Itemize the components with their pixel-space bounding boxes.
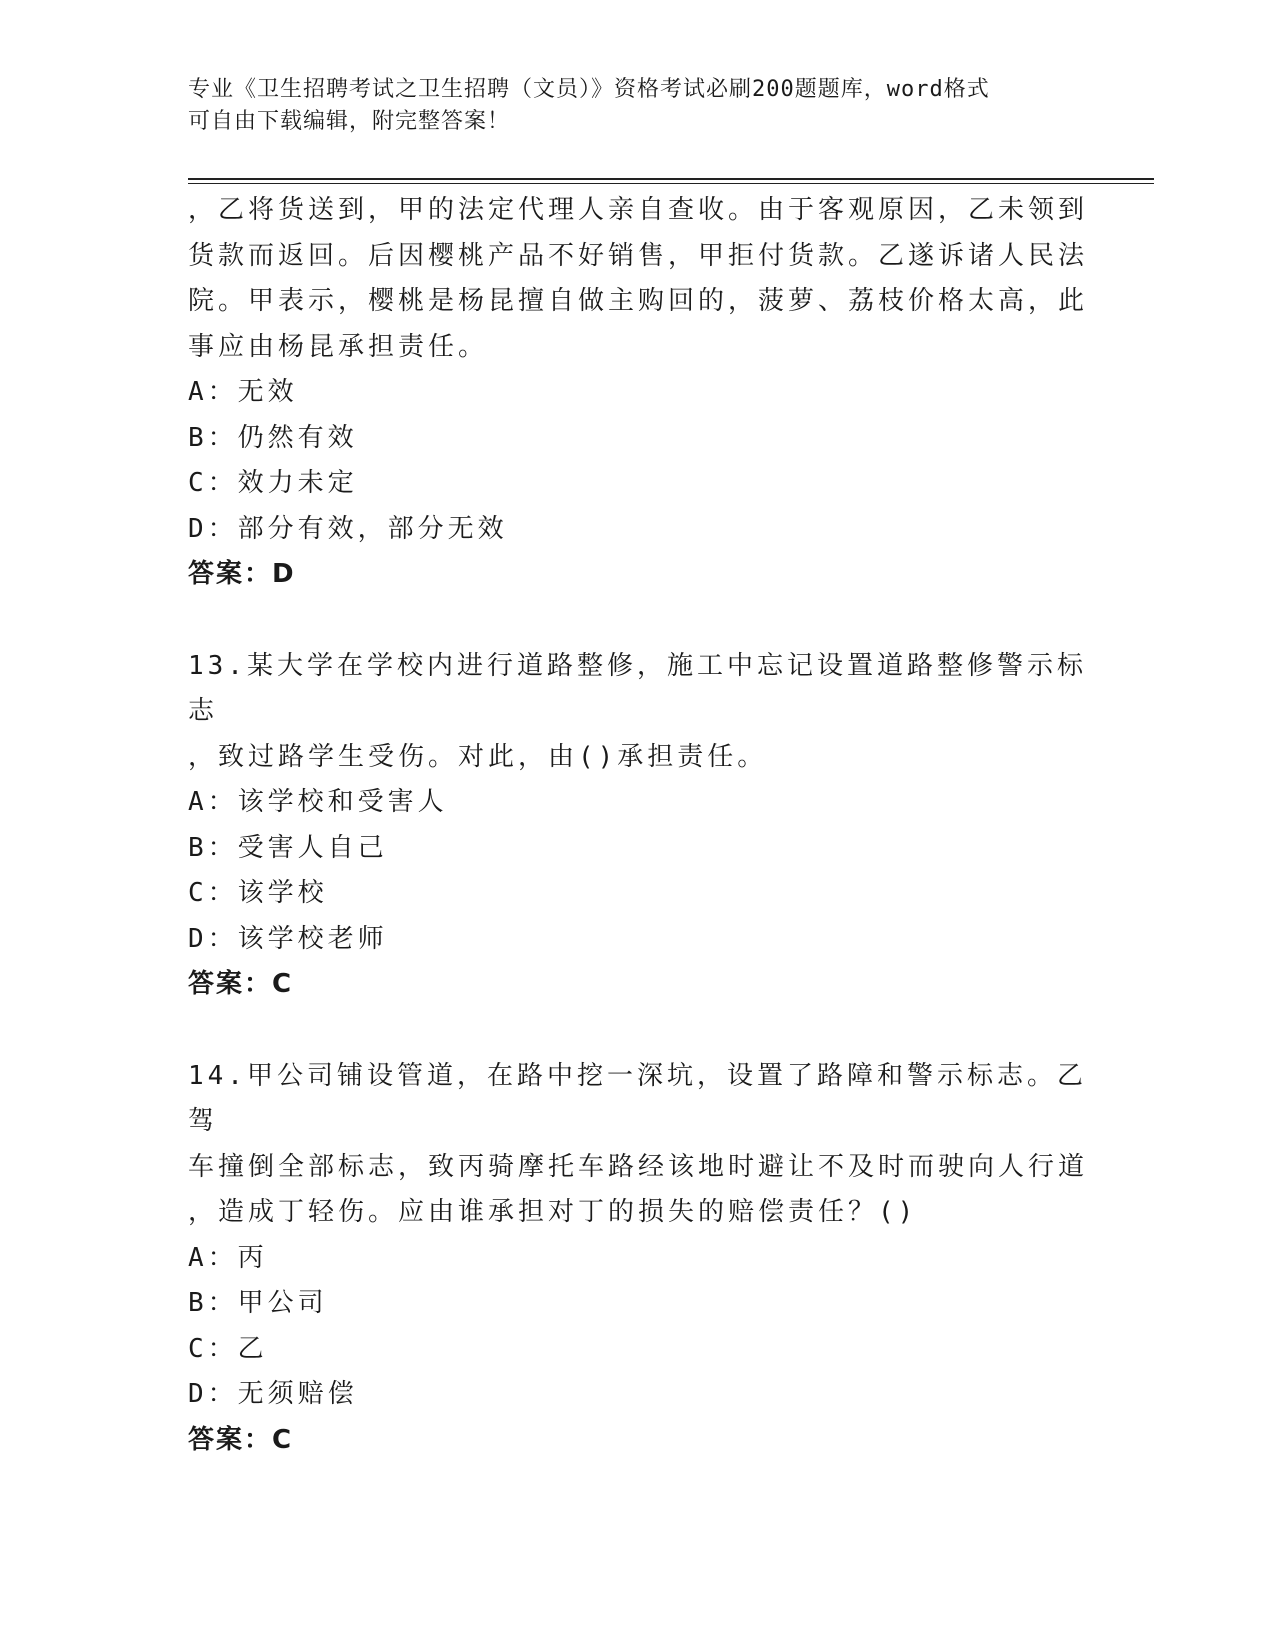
answer-label: 答案：C [188,969,294,999]
document-header [188,74,1068,138]
document-body [188,188,1088,1463]
question-text-line: 13.某大学在学校内进行道路整修，施工中忘记设置道路整修警示标志 [188,650,1087,726]
option-c: C：该学校 [188,878,328,908]
header-divider-thin [188,183,1154,184]
question-14 [188,1054,1088,1464]
header-title-line-2: 可自由下载编辑，附完整答案！ [188,109,511,134]
question-text-line: ，造成丁轻伤。应由谁承担对丁的损失的赔偿责任？() [188,1197,918,1227]
question-text-line: 14.甲公司铺设管道，在路中挖一深坑，设置了路障和警示标志。乙驾 [188,1060,1087,1136]
question-text-line: 事应由杨昆承担责任。 [188,331,489,362]
option-a: A：无效 [188,377,298,407]
option-d: D：部分有效，部分无效 [188,513,508,544]
option-a: A：丙 [188,1242,268,1273]
option-b: B：受害人自己 [188,832,388,863]
option-c: C：效力未定 [188,468,358,498]
question-text-line: 货款而返回。后因樱桃产品不好销售，甲拒付货款。乙遂诉诸人民法 [188,240,1089,271]
question-12 [188,188,1088,598]
question-text-line: 院。甲表示，樱桃是杨昆擅自做主购回的，菠萝、荔枝价格太高，此 [188,286,1089,316]
question-text-line: 车撞倒全部标志，致丙骑摩托车路经该地时避让不及时而驶向人行道 [188,1151,1089,1182]
question-spacer [188,598,1088,644]
option-b: B：仍然有效 [188,422,358,453]
option-b: B：甲公司 [188,1288,328,1318]
question-spacer [188,1008,1088,1054]
header-divider-thick [188,178,1154,180]
answer-label: 答案：D [188,559,296,589]
question-text-line: ，乙将货送到，甲的法定代理人亲自查收。由于客观原因，乙未领到 [188,195,1089,225]
question-text-line: ，致过路学生受伤。对此，由()承担责任。 [188,741,768,772]
option-d: D：该学校老师 [188,923,388,954]
answer-label: 答案：C [188,1424,294,1455]
question-13 [188,644,1088,1008]
option-c: C：乙 [188,1333,268,1364]
option-d: D：无须赔偿 [188,1379,358,1409]
option-a: A：该学校和受害人 [188,787,448,817]
header-title-line-1: 专业《卫生招聘考试之卫生招聘（文员）》资格考试必刷200题题库，word格式 [188,77,990,102]
